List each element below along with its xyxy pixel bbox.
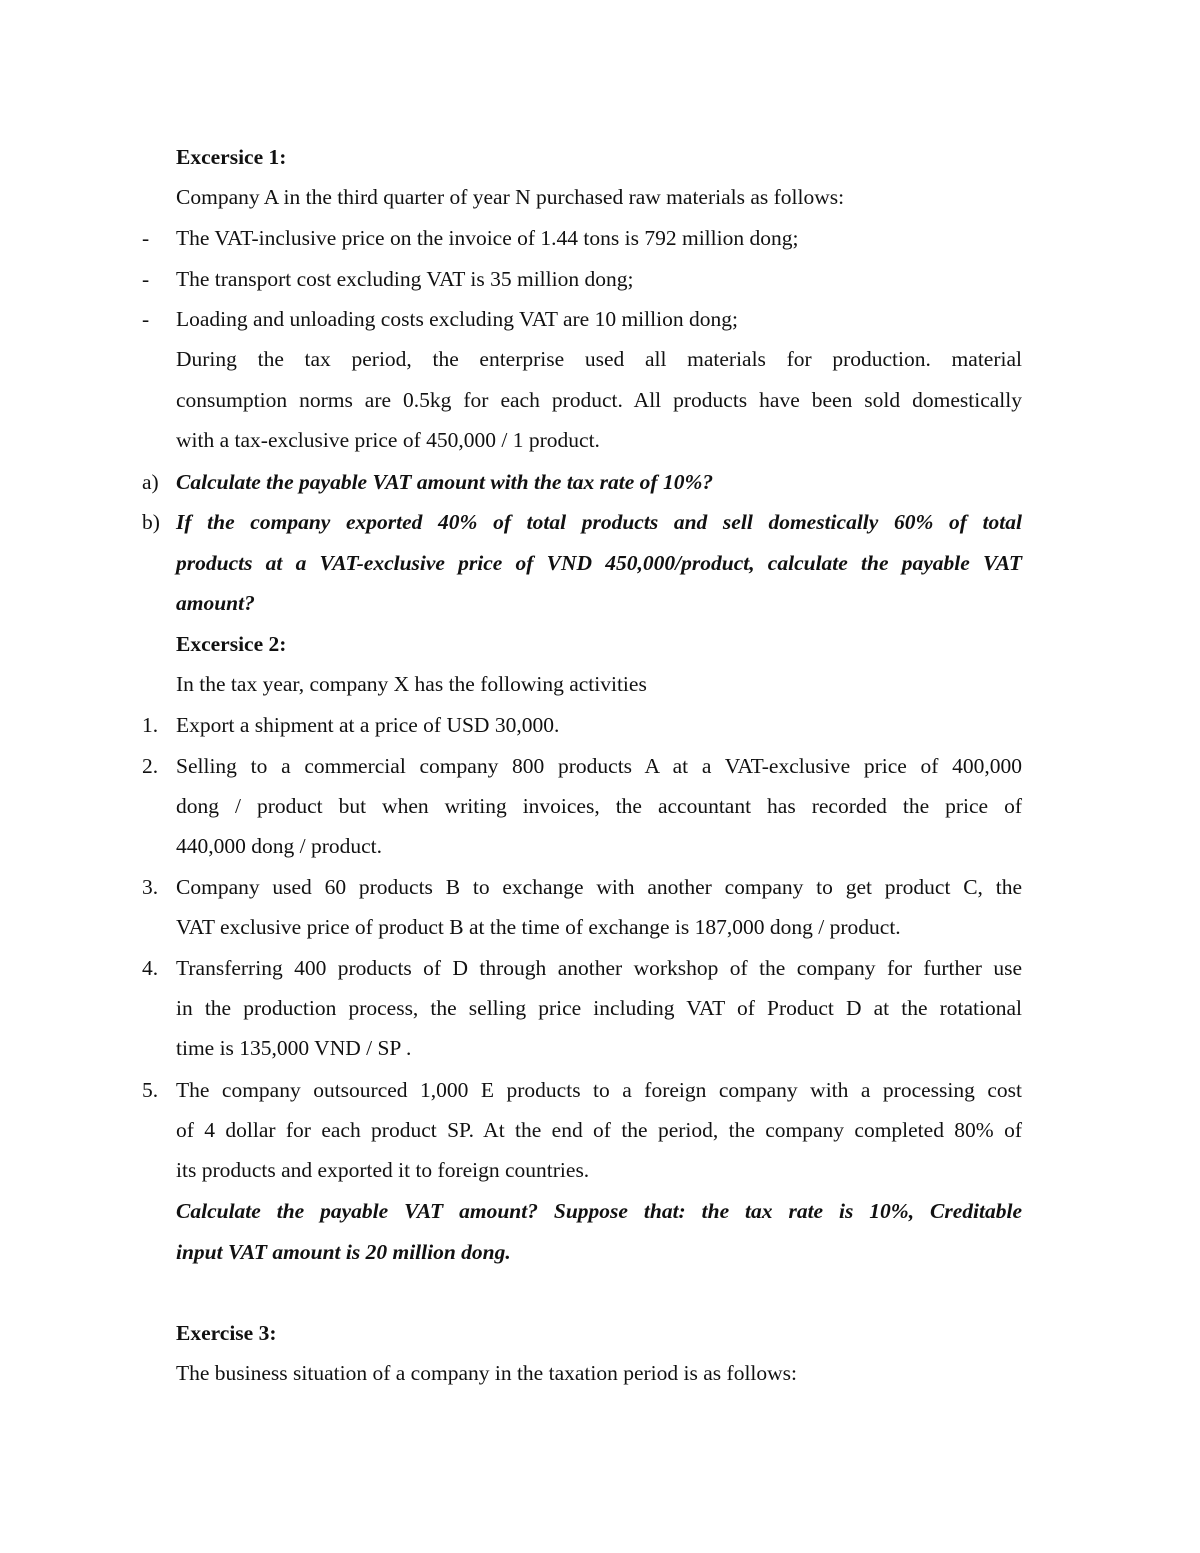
list-number: 5. [142,1078,159,1102]
list-number: 2. [142,754,159,778]
exercise-2-question: Calculate the payable VAT amount? Suppose that: the tax rate is 10%, Creditable [176,1199,1022,1223]
list-item: Transferring 400 products of D through another workshop of the company for further use [176,956,1022,980]
question-a: Calculate the payable VAT amount with the tax rate of 10%? [176,470,714,494]
bullet-item: Loading and unloading costs excluding VAT are 10 million dong; [176,307,738,331]
exercise-3-intro: The business situation of a company in the taxation period is as follows: [176,1361,798,1385]
question-b-line: products at a VAT-exclusive price of VND 450,000/product, calculate the payable VAT [176,551,1022,575]
bullet-item: The VAT-inclusive price on the invoice of 1.44 tons is 792 million dong; [176,226,799,250]
question-b-marker: b) [142,510,160,534]
list-item: of 4 dollar for each product SP. At the end of the period, the company completed 80% of [176,1118,1022,1142]
paragraph-line: with a tax-exclusive price of 450,000 / 1 product. [176,428,600,452]
list-item: 440,000 dong / product. [176,834,383,858]
list-item: Selling to a commercial company 800 products A at a VAT-exclusive price of 400,000 [176,754,1022,778]
exercise-1-heading: Excersice 1: [176,145,287,169]
bullet-marker: - [142,267,150,291]
list-item: dong / product but when writing invoices, the accountant has recorded the price of [176,794,1022,818]
question-a-marker: a) [142,470,159,494]
bullet-marker: - [142,307,150,331]
list-item: its products and exported it to foreign countries. [176,1158,590,1182]
list-number: 4. [142,956,159,980]
exercise-3-heading: Exercise 3: [176,1321,277,1345]
paragraph-line: During the tax period, the enterprise used all materials for production. material [176,347,1022,371]
paragraph-line: consumption norms are 0.5kg for each product. All products have been sold domestically [176,388,1022,412]
exercise-1-intro: Company A in the third quarter of year N purchased raw materials as follows: [176,185,845,209]
exercise-2-heading: Excersice 2: [176,632,287,656]
exercise-2-intro: In the tax year, company X has the following activities [176,672,647,696]
list-item: in the production process, the selling price including VAT of Product D at the rotational [176,996,1022,1020]
bullet-marker: - [142,226,150,250]
list-item: Company used 60 products B to exchange with another company to get product C, the [176,875,1022,899]
bullet-item: The transport cost excluding VAT is 35 million dong; [176,267,634,291]
list-item: Export a shipment at a price of USD 30,000. [176,713,560,737]
list-number: 3. [142,875,159,899]
exercise-2-question: input VAT amount is 20 million dong. [176,1240,511,1264]
list-item: The company outsourced 1,000 E products to a foreign company with a processing cost [176,1078,1022,1102]
list-item: time is 135,000 VND / SP . [176,1036,412,1060]
question-b-line: If the company exported 40% of total products and sell domestically 60% of total [176,510,1022,534]
list-item: VAT exclusive price of product B at the time of exchange is 187,000 dong / product. [176,915,901,939]
list-number: 1. [142,713,159,737]
question-b-line: amount? [176,591,255,615]
